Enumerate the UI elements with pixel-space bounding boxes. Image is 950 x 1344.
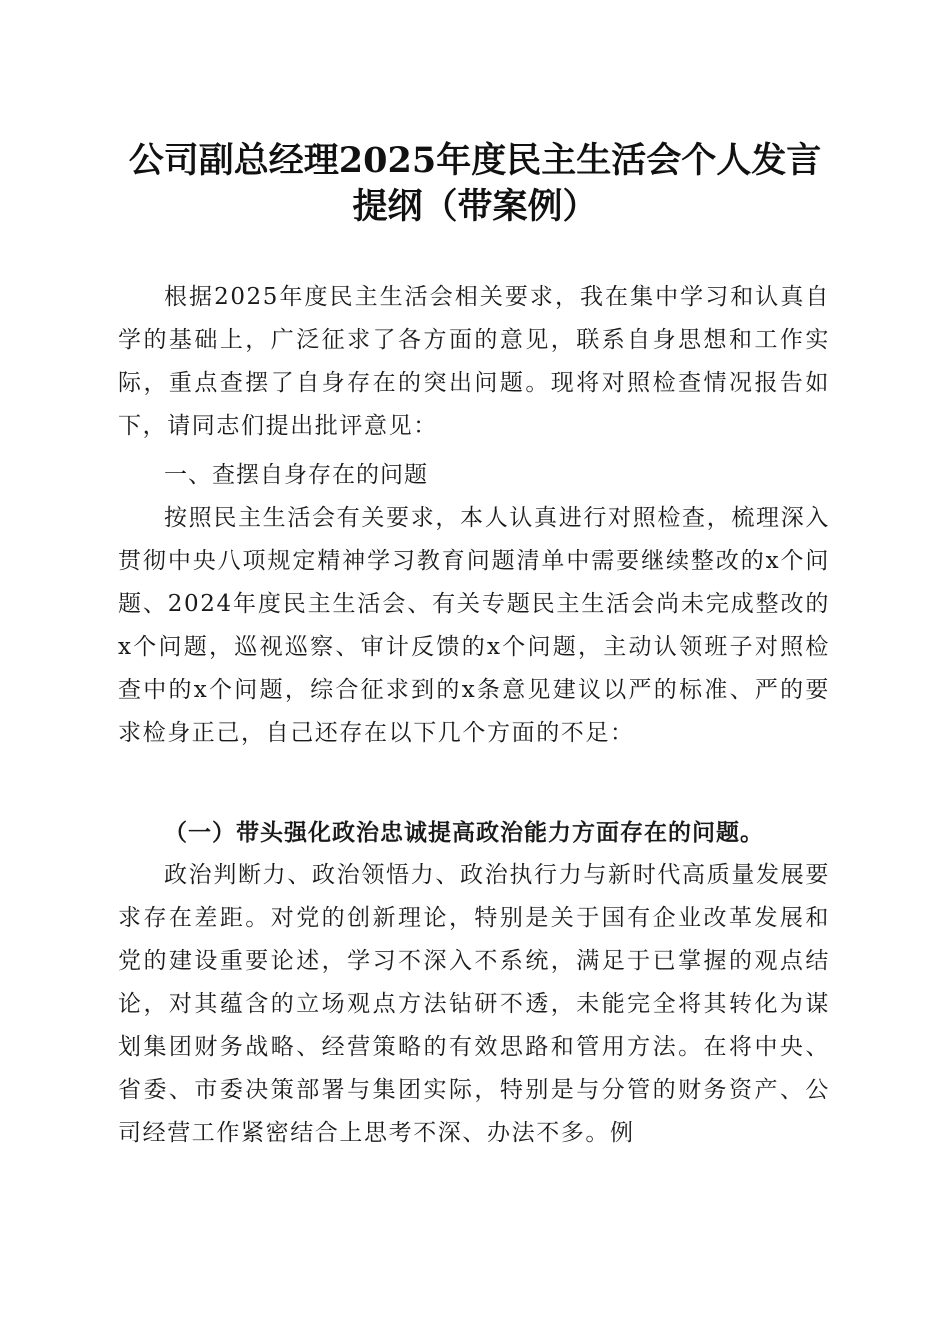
intro-paragraph: 根据2025年度民主生活会相关要求，我在集中学习和认真自学的基础上，广泛征求了各方面的意见，联系自身思想和工作实际，重点查摆了自身存在的突出问题。现将对照检查情况报告如下，请同志们提出批评意见：	[118, 284, 830, 439]
subsection-heading-1: （一）带头强化政治忠诚提高政治能力方面存在的问题。	[164, 819, 764, 846]
subsection-1-paragraph: 政治判断力、政治领悟力、政治执行力与新时代高质量发展要求存在差距。对党的创新理论，特别是关于国有企业改革发展和党的建设重要论述，学习不深入不系统，满足于已掌握的观点结论，对其蕴含的立场观点方法钻研不透，未能完全将其转化为谋划集团财务战略、经营策略的有效思路和管用方法。在将中央、省委、市委决策部署与集团实际，特别是与分管的财务资产、公司经营工作紧密结合上思考不深、办法不多。例	[118, 862, 830, 1146]
document-title-line-1: 公司副总经理2025年度民主生活会个人发言	[128, 140, 822, 181]
document-title-line-2: 提纲（带案例）	[352, 186, 598, 227]
section-1-paragraph: 按照民主生活会有关要求，本人认真进行对照检查，梳理深入贯彻中央八项规定精神学习教育问题清单中需要继续整改的x个问题、2024年度民主生活会、有关专题民主生活会尚未完成整改的x个问题，巡视巡察、审计反馈的x个问题，主动认领班子对照检查中的x个问题，综合征求到的x条意见建议以严的标准、严的要求检身正己，自己还存在以下几个方面的不足：	[118, 505, 830, 746]
section-heading-1: 一、查摆自身存在的问题	[164, 462, 428, 488]
